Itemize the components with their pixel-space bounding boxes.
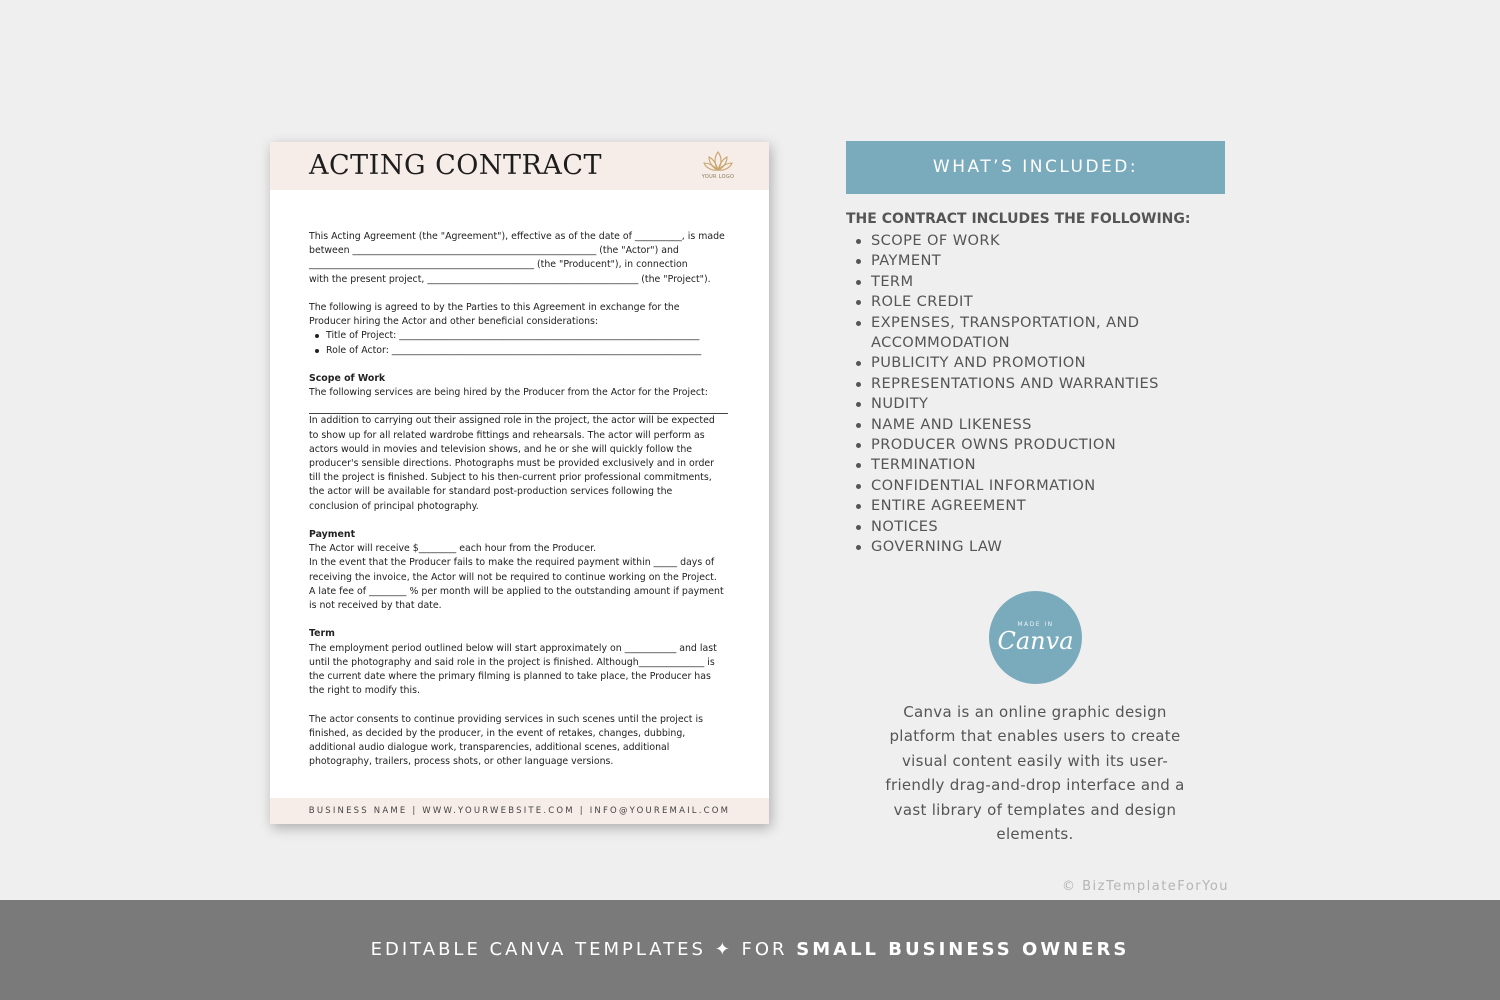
scope-line: the actor will be available for standard post-production services following the (309, 486, 673, 498)
scope-line: to show up for all related wardrobe fittings and rehearsals. The actor will perform as (309, 429, 705, 441)
document-header (270, 142, 769, 190)
list-item: NUDITY (846, 394, 1226, 414)
document-footer: BUSINESS NAME | WWW.YOURWEBSITE.COM | INFO@YOUREMAIL.COM (270, 798, 769, 824)
section-heading-scope: Scope of Work (309, 373, 386, 384)
document-body (309, 230, 735, 769)
consent-line: finished, as decided by the producer, in the event of retakes, changes, dubbing, (309, 727, 686, 739)
payment-line: A late fee of ________ % per month will be applied to the outstanding amount if payment (309, 585, 724, 597)
list-item: ROLE CREDIT (846, 292, 1226, 312)
made-in-canva-badge (989, 591, 1082, 684)
list-item: NAME AND LIKENESS (846, 415, 1226, 435)
contract-includes-heading: THE CONTRACT INCLUDES THE FOLLOWING: (846, 211, 1191, 227)
section-heading-payment: Payment (309, 529, 356, 541)
project-bullet: Role of Actor: __________________________________________________________________ (309, 344, 735, 358)
scope-line: producer's sensible directions. Photographs must be provided exclusively and in order (309, 458, 715, 470)
agreed-line: The following is agreed to by the Parties to this Agreement in exchange for the (309, 302, 680, 313)
list-item: PRODUCER OWNS PRODUCTION (846, 435, 1226, 455)
payment-line: receiving the invoice, the Actor will not be required to continue working on the Project. (309, 571, 717, 583)
list-item: ENTIRE AGREEMENT (846, 496, 1226, 516)
term-line: the right to modify this. (309, 685, 420, 697)
list-item: PAYMENT (846, 251, 1226, 271)
copyright-text: © BizTemplateForYou (1062, 879, 1230, 894)
intro-line: with the present project, _____________________________________________ (the "Project"). (309, 273, 711, 285)
canva-logo-text: Canva (997, 627, 1074, 655)
intro-line: This Acting Agreement (the "Agreement"), effective as of the date of __________, is made (309, 231, 725, 242)
whats-included-banner: WHAT’S INCLUDED: (846, 141, 1225, 194)
list-item: GOVERNING LAW (846, 537, 1226, 557)
tagline-part-2: SMALL BUSINESS OWNERS (796, 939, 1130, 960)
list-item: CONFIDENTIAL INFORMATION (846, 476, 1226, 496)
contract-document (270, 142, 769, 824)
scope-line: actors would in movies and television shows, and he or she will quickly follow the (309, 443, 693, 455)
lotus-icon (703, 150, 733, 174)
payment-line: is not received by that date. (309, 600, 442, 612)
bottom-tagline-band (0, 900, 1500, 1000)
payment-line: In the event that the Producer fails to make the required payment within _____ days of (309, 557, 715, 569)
list-item: TERM (846, 272, 1226, 292)
badge-top-text: MADE IN (1017, 621, 1054, 628)
intro-line: between ____________________________________________________ (the "Actor") and (309, 245, 679, 257)
tagline-part-1: EDITABLE CANVA TEMPLATES ✦ FOR (370, 939, 797, 960)
scope-line: conclusion of principal photography. (309, 500, 479, 512)
intro-line: ________________________________________________ (the "Producent"), in connection (309, 259, 688, 271)
project-bullet: Title of Project: ________________________________________________________________ (309, 329, 735, 343)
term-line: the current date where the primary filming is planned to take place, the Producer has (309, 671, 711, 683)
term-line: The employment period outlined below will start approximately on ___________ and last (309, 642, 717, 654)
document-title: ACTING CONTRACT (309, 150, 603, 181)
scope-intro: The following services are being hired by the Producer from the Actor for the Project: (309, 387, 708, 399)
list-item: PUBLICITY AND PROMOTION (846, 353, 1226, 373)
scope-line: In addition to carrying out their assigned role in the project, the actor will be expected (309, 415, 715, 427)
list-item: EXPENSES, TRANSPORTATION, AND ACCOMMODATION (846, 313, 1226, 354)
consent-line: additional audio dialogue work, transparencies, additional scenes, additional (309, 742, 670, 754)
list-item: REPRESENTATIONS AND WARRANTIES (846, 374, 1226, 394)
included-list (846, 231, 1226, 558)
consent-line: The actor consents to continue providing services in such scenes until the project is (309, 713, 703, 725)
list-item: NOTICES (846, 517, 1226, 537)
list-item: SCOPE OF WORK (846, 231, 1226, 251)
agreed-line: Producer hiring the Actor and other beneficial considerations: (309, 316, 599, 328)
payment-line: The Actor will receive $________ each hour from the Producer. (309, 543, 597, 555)
logo-text: YOUR LOGO (701, 174, 735, 180)
list-item: TERMINATION (846, 455, 1226, 475)
consent-line: photography, trailers, process shots, or other language versions. (309, 756, 614, 768)
scope-line: till the project is finished. Subject to his then-current prior professional commitments, (309, 472, 712, 484)
canva-description: Canva is an online graphic design platform that enables users to create visual content easily with its user-friendly drag-and-drop interface and a vast library of templates and design elements. (885, 703, 1185, 844)
blank-line (309, 400, 728, 414)
term-line: until the photography and said role in the project is finished. Although______________ is (309, 656, 715, 668)
logo-placeholder (698, 150, 738, 186)
section-heading-term: Term (309, 628, 335, 640)
